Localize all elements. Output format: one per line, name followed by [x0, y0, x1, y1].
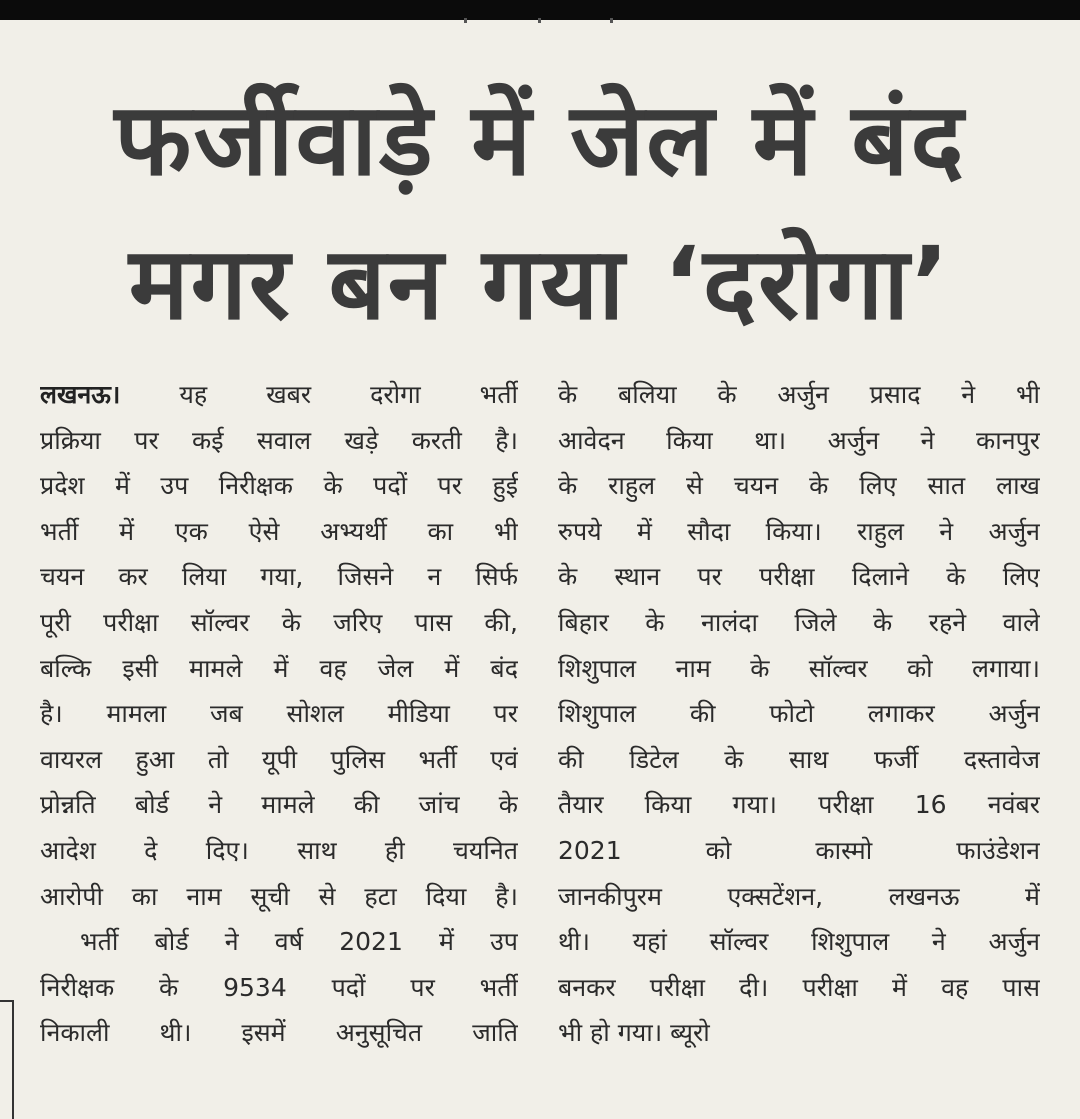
- article-column-right: [558, 372, 1040, 1056]
- text-line: रुपये में सौदा किया। राहुल ने अर्जुन: [558, 516, 1040, 546]
- text-line: के बलिया के अर्जुन प्रसाद ने भी: [558, 380, 1040, 409]
- text-line: के स्थान पर परीक्षा दिलाने के लिए: [558, 562, 1040, 592]
- text-line: 2021 को कास्मो फाउंडेशन: [558, 835, 1040, 865]
- column-rule-vertical: [12, 1000, 14, 1119]
- text-line: आवेदन किया था। अर्जुन ने कानपुर: [558, 425, 1040, 455]
- text-line: प्रोन्नति बोर्ड ने मामले की जांच के: [40, 790, 518, 820]
- text-line: निरीक्षक के 9534 पदों पर भर्ती: [40, 972, 518, 1002]
- text-line: वायरल हुआ तो यूपी पुलिस भर्ती एवं: [40, 744, 518, 774]
- text-line: लखनऊ। यह खबर दरोगा भर्ती: [40, 380, 518, 409]
- text-line: शिशुपाल नाम के सॉल्वर को लगाया।: [558, 653, 1040, 683]
- text-line: बनकर परीक्षा दी। परीक्षा में वह पास: [558, 972, 1040, 1002]
- text-line: है। मामला जब सोशल मीडिया पर: [40, 699, 518, 729]
- text-line: तैयार किया गया। परीक्षा 16 नवंबर: [558, 790, 1040, 820]
- text-line: चयन कर लिया गया, जिसने न सिर्फ: [40, 562, 518, 592]
- text-line: भर्ती बोर्ड ने वर्ष 2021 में उप: [80, 927, 518, 957]
- text-line: आदेश दे दिए। साथ ही चयनित: [40, 835, 518, 865]
- headline-line-1: फर्जीवाड़े में जेल में बंद: [114, 81, 966, 198]
- text-line: के राहुल से चयन के लिए सात लाख: [558, 471, 1040, 501]
- text-line: निकाली थी। इसमें अनुसूचित जाति: [40, 1018, 518, 1048]
- text-line: भी हो गया। ब्यूरो: [558, 1018, 710, 1048]
- dateline: लखनऊ।: [40, 380, 121, 409]
- text-line: भर्ती में एक ऐसे अभ्यर्थी का भी: [40, 516, 518, 546]
- article-column-left: [40, 372, 518, 1056]
- text-line: की डिटेल के साथ फर्जी दस्तावेज: [558, 744, 1040, 774]
- text-line: पूरी परीक्षा सॉल्वर के जरिए पास की,: [40, 607, 518, 637]
- headline-line-2: मगर बन गया ‘दरोगा’: [128, 225, 952, 342]
- text-line: जानकीपुरम एक्सटेंशन, लखनऊ में: [558, 881, 1040, 911]
- text-line: शिशुपाल की फोटो लगाकर अर्जुन: [558, 699, 1040, 729]
- print-marks: [460, 18, 620, 24]
- text-line: बिहार के नालंदा जिले के रहने वाले: [558, 607, 1040, 637]
- text-line: थी। यहां सॉल्वर शिशुपाल ने अर्जुन: [558, 927, 1040, 957]
- text-line: बल्कि इसी मामले में वह जेल में बंद: [40, 653, 518, 683]
- text-line: प्रक्रिया पर कई सवाल खड़े करती है।: [40, 425, 518, 455]
- text-line: प्रदेश में उप निरीक्षक के पदों पर हुई: [40, 471, 518, 501]
- top-border: [0, 0, 1080, 20]
- text-line: आरोपी का नाम सूची से हटा दिया है।: [40, 881, 518, 911]
